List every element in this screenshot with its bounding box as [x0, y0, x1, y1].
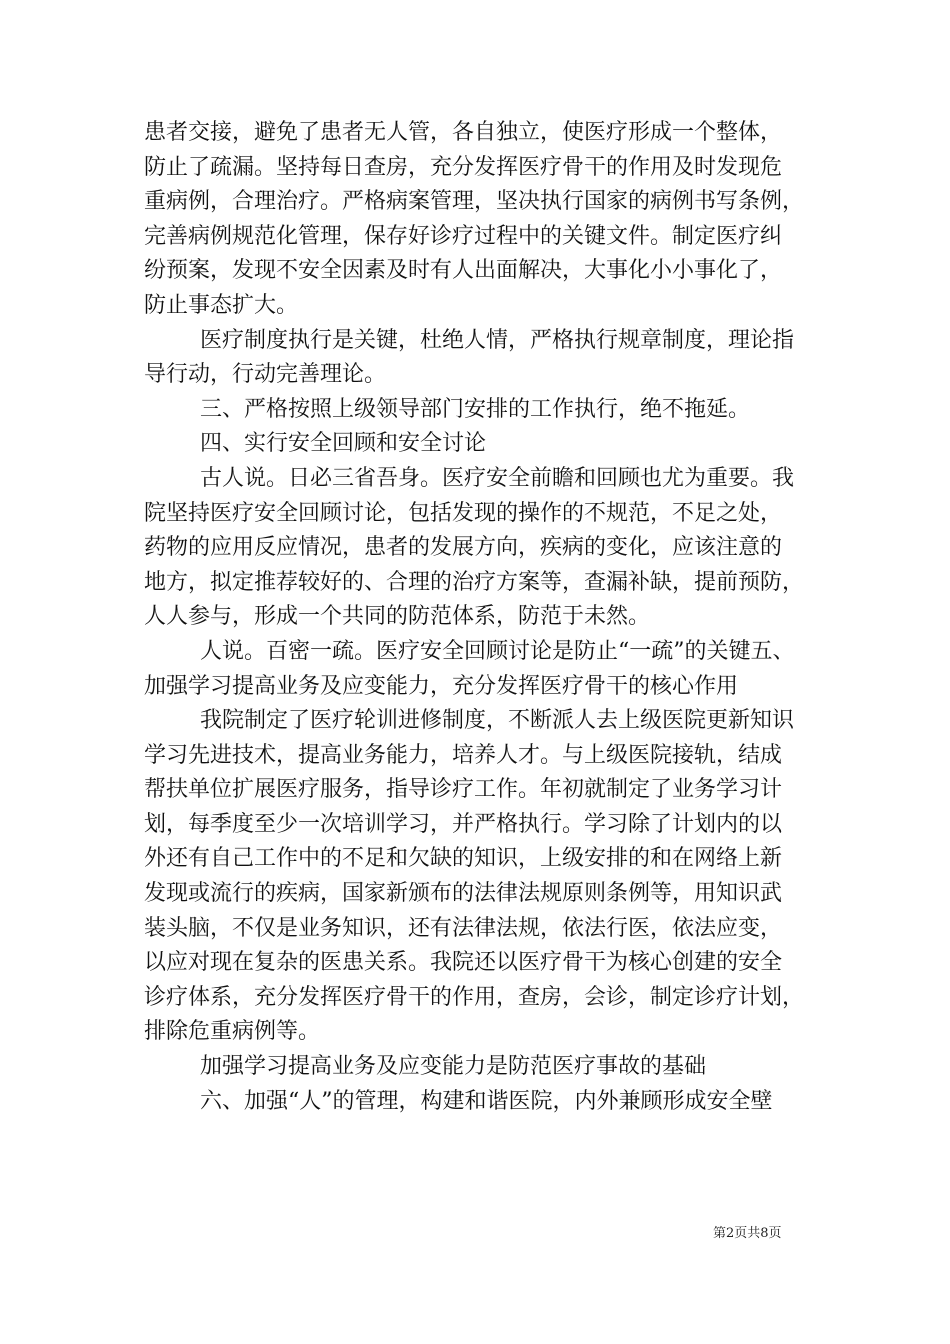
text-line: 地方，拟定推荐较好的、合理的治疗方案等，查漏补缺，提前预防，: [144, 569, 805, 595]
paragraph: [144, 635, 819, 704]
text-line: 划，每季度至少一次培训学习，并严格执行。学习除了计划内的以: [144, 811, 783, 837]
text-line: 加强学习提高业务及应变能力，充分发挥医疗骨干的核心作用: [144, 673, 739, 699]
text-line: 患者交接，避免了患者无人管，各自独立，使医疗形成一个整体，: [144, 120, 783, 145]
paragraph: [144, 116, 819, 324]
text-line: 以应对现在复杂的医患关系。我院还以医疗骨干为核心创建的安全: [144, 950, 783, 976]
paragraph: [144, 704, 819, 1050]
paragraph: [144, 1050, 819, 1085]
text-line: 医疗制度执行是关键，杜绝人情，严格执行规章制度，理论指: [200, 327, 795, 353]
text-line: 导行动，行动完善理论。: [144, 362, 387, 388]
text-line: 纷预案，发现不安全因素及时有人出面解决，大事化小小事化了，: [144, 258, 783, 284]
paragraph: [144, 427, 819, 462]
text-line: 外还有自己工作中的不足和欠缺的知识，上级安排的和在网络上新: [144, 846, 783, 872]
text-line: 排除危重病例等。: [144, 1019, 321, 1045]
text-line: 三、严格按照上级领导部门安排的工作执行，绝不拖延。: [200, 396, 751, 422]
text-line: 帮扶单位扩展医疗服务，指导诊疗工作。年初就制定了业务学习计: [144, 777, 783, 803]
text-line: 院坚持医疗安全回顾讨论，包括发现的操作的不规范，不足之处，: [144, 500, 783, 526]
text-line: 完善病例规范化管理，保存好诊疗过程中的关键文件。制定医疗纠: [144, 223, 783, 249]
document-body: [144, 116, 819, 1119]
text-line: 古人说。日必三省吾身。医疗安全前瞻和回顾也尤为重要。我: [200, 465, 795, 491]
text-line: 装头脑，不仅是业务知识，还有法律法规，依法行医，依法应变，: [144, 915, 783, 941]
text-line: 学习先进技术，提高业务能力，培养人才。与上级医院接轨，结成: [144, 742, 783, 768]
text-line: 药物的应用反应情况，患者的发展方向，疾病的变化，应该注意的: [144, 535, 783, 561]
paragraph: [144, 1085, 819, 1120]
paragraph: [144, 462, 819, 635]
text-line: 人人参与，形成一个共同的防范体系，防范于未然。: [144, 604, 651, 630]
paragraph: [144, 393, 819, 428]
text-line: 六、加强“人”的管理，构建和谐医院，内外兼顾形成安全壁: [200, 1088, 773, 1114]
page-number-footer: 第2页共8页: [713, 1226, 782, 1241]
text-line: 四、实行安全回顾和安全讨论: [200, 431, 487, 457]
text-line: 人说。百密一疏。医疗安全回顾讨论是防止“一疏”的关键五、: [200, 638, 795, 664]
text-line: 发现或流行的疾病，国家新颁布的法律法规原则条例等，用知识武: [144, 881, 783, 907]
text-line: 防止事态扩大。: [144, 292, 299, 318]
text-line: 诊疗体系，充分发挥医疗骨干的作用，查房，会诊，制定诊疗计划，: [144, 984, 805, 1010]
text-line: 我院制定了医疗轮训进修制度，不断派人去上级医院更新知识: [200, 708, 795, 734]
text-line: 加强学习提高业务及应变能力是防范医疗事故的基础: [200, 1054, 707, 1080]
text-line: 重病例，合理治疗。严格病案管理，坚决执行国家的病例书写条例，: [144, 189, 805, 215]
text-line: 防止了疏漏。坚持每日查房，充分发挥医疗骨干的作用及时发现危: [144, 154, 783, 180]
paragraph: [144, 324, 819, 393]
